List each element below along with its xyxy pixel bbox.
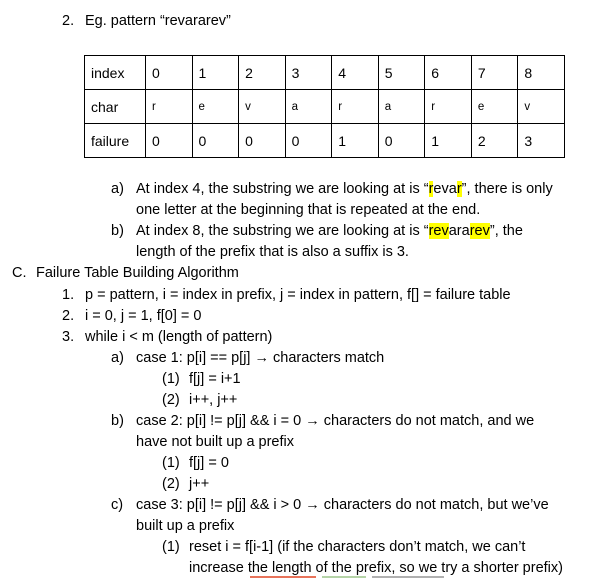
- table-row: [85, 90, 565, 124]
- highlight-prefix: rev: [428, 223, 449, 239]
- table-row: [85, 124, 565, 158]
- table-cell: 0: [146, 124, 193, 158]
- case-c-text: case 3: p[i] != p[j] && i > 0 → characters do not match, but we’ve: [136, 497, 549, 513]
- note-a-line1: At index 4, the substring we are looking at is “revar”, there is only: [136, 181, 553, 197]
- case-b-step-1-number: (1): [162, 455, 180, 471]
- case-c-text-line2: built up a prefix: [136, 518, 235, 534]
- table-cell: 1: [425, 124, 472, 158]
- table-cell: 0: [239, 124, 286, 158]
- table-cell: 2: [239, 56, 286, 90]
- case-b-marker: b): [111, 413, 124, 429]
- table-cell: r: [332, 90, 379, 124]
- table-cell: e: [471, 90, 518, 124]
- note-b-line1: At index 8, the substring we are looking at is “revararev”, the: [136, 223, 523, 239]
- table-cell: 3: [518, 124, 565, 158]
- table-cell: 4: [332, 56, 379, 90]
- note-b-marker: b): [111, 223, 124, 239]
- row-label: index: [85, 56, 146, 90]
- item-3-number: 3.: [62, 329, 75, 345]
- table-cell: 0: [146, 56, 193, 90]
- case-a-step-1-text: f[j] = i+1: [189, 371, 241, 387]
- highlight-suffix: rev: [469, 223, 490, 239]
- highlight-suffix: r: [456, 181, 462, 197]
- table-cell: r: [425, 90, 472, 124]
- table-cell: a: [378, 90, 425, 124]
- highlight-prefix: r: [428, 181, 434, 197]
- item-1-number: 1.: [62, 287, 75, 303]
- failure-table: [84, 55, 565, 158]
- case-b-step-2-number: (2): [162, 476, 180, 492]
- row-label: failure: [85, 124, 146, 158]
- case-a-step-2-text: i++, j++: [189, 392, 238, 408]
- heading-number: 2.: [62, 13, 75, 29]
- table-cell: r: [146, 90, 193, 124]
- table-cell: 1: [332, 124, 379, 158]
- table-cell: 3: [285, 56, 332, 90]
- table-cell: 6: [425, 56, 472, 90]
- item-3-text: while i < m (length of pattern): [85, 329, 273, 345]
- note-b-line2: length of the prefix that is also a suffix is 3.: [136, 244, 409, 260]
- underline-green: [322, 576, 366, 578]
- row-label: char: [85, 90, 146, 124]
- case-c-marker: c): [111, 497, 124, 513]
- case-c-step-1-continuation: increase the length of the prefix, so we try a shorter prefix): [189, 560, 563, 576]
- case-b-text-line2: have not built up a prefix: [136, 434, 294, 450]
- case-c-step-1-number: (1): [162, 539, 180, 555]
- table-cell: v: [518, 90, 565, 124]
- table-cell: 1: [192, 56, 239, 90]
- heading-text: Eg. pattern “revararev”: [85, 13, 231, 29]
- table-cell: 8: [518, 56, 565, 90]
- table-cell: 5: [378, 56, 425, 90]
- case-a-text: case 1: p[i] == p[j] → characters match: [136, 350, 385, 366]
- case-b-step-1-text: f[j] = 0: [189, 455, 229, 471]
- underline-gray: [372, 576, 444, 578]
- table-cell: 7: [471, 56, 518, 90]
- underline-red: [250, 576, 316, 578]
- table-cell: e: [192, 90, 239, 124]
- table-cell: a: [285, 90, 332, 124]
- table-cell: 2: [471, 124, 518, 158]
- note-a-marker: a): [111, 181, 124, 197]
- table-cell: 0: [285, 124, 332, 158]
- table-row: [85, 56, 565, 90]
- section-c-marker: C.: [12, 265, 27, 281]
- case-a-step-1-number: (1): [162, 371, 180, 387]
- note-a-line2: one letter at the beginning that is repeated at the end.: [136, 202, 481, 218]
- case-b-text: case 2: p[i] != p[j] && i = 0 → characters do not match, and we: [136, 413, 535, 429]
- item-1-text: p = pattern, i = index in prefix, j = index in pattern, f[] = failure table: [85, 287, 511, 303]
- table-cell: 0: [378, 124, 425, 158]
- case-b-step-2-text: j++: [189, 476, 210, 492]
- item-2-number: 2.: [62, 308, 75, 324]
- case-c-step-1-text: reset i = f[i-1] (if the characters don’t match, we can’t: [189, 539, 526, 555]
- table-cell: v: [239, 90, 286, 124]
- case-a-step-2-number: (2): [162, 392, 180, 408]
- case-a-marker: a): [111, 350, 124, 366]
- item-2-text: i = 0, j = 1, f[0] = 0: [85, 308, 202, 324]
- table-cell: 0: [192, 124, 239, 158]
- section-c-title: Failure Table Building Algorithm: [36, 265, 239, 281]
